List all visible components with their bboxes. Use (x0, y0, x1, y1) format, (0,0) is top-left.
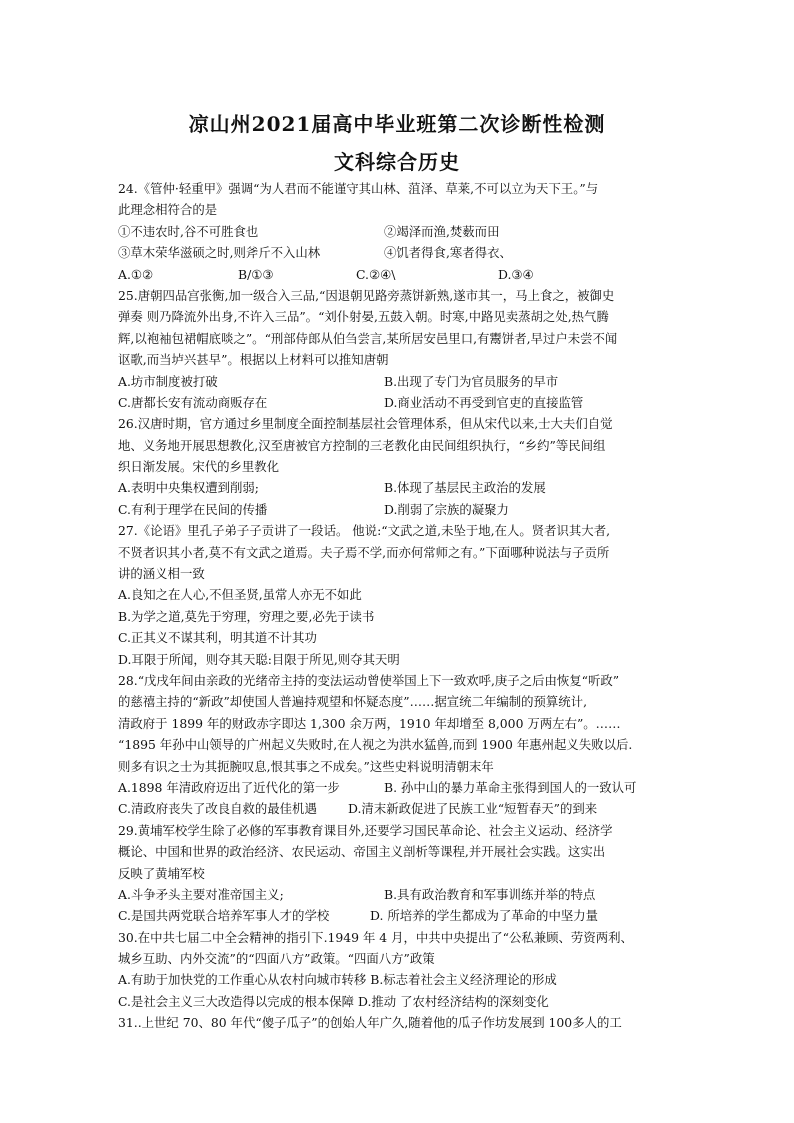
question-25 (118, 285, 678, 413)
option-b: B.具有政治教育和军事训练并举的特点 (384, 886, 596, 902)
question-stem-line: 概论、中国和世界的政治经济、农民运动、帝国主义剖析等课程,并开展社会实践。这实出 (118, 844, 606, 860)
option-a: A.良知之在人心,不但圣贤,虽常人亦无不如此 (118, 587, 362, 603)
option-a: A.斗争矛头主要对准帝国主义; (118, 886, 284, 902)
option-c: C.②④\ (356, 266, 396, 282)
page-subtitle: 文科综合历史 (334, 150, 460, 174)
question-31 (118, 1012, 678, 1033)
question-stem-line: 讲的涵义相一致 (118, 566, 205, 582)
option-b: B.为学之道,莫先于穷理，穷理之要,必先于读书 (118, 608, 375, 624)
option-row (118, 777, 678, 798)
option-row (118, 798, 678, 819)
statement-item: ①不违农时,谷不可胜食也 (118, 223, 259, 239)
option-row (118, 884, 678, 905)
question-stem-line: 清政府于 1899 年的财政赤字即达 1,300 余万两，1910 年却增至 8,000 万两左右”。…… (118, 715, 621, 731)
question-stem-line: 27.《论语》里孔子弟子子贡讲了一段话。 他说:“文武之道,未坠于地,在人。贤者识其大者, (118, 523, 611, 539)
option-a: A.表明中央集权遭到削弱; (118, 480, 259, 496)
question-stem-line: 弹奏 则乃降流外出身,不许入三品”。“刘仆射晏,五鼓入朝。时寒,中路见卖蒸胡之处,热气腾 (118, 309, 609, 325)
statement-item: ③草木荣华滋硕之时,则斧斤不入山林 (118, 245, 321, 261)
option-row (118, 371, 678, 392)
option-row (118, 905, 678, 926)
option-c: C.有利于理学在民间的传播 (118, 501, 268, 517)
question-stem-line: 城乡互助、内外交流”的“四面八方”政策。“四面八方”政策 (118, 951, 435, 967)
question-stem-line: 此理念相符合的是 (118, 202, 218, 218)
option-d: D.商业活动不再受到官吏的直接监管 (384, 394, 584, 410)
option-d: D. 所培养的学生都成为了革命的中坚力量 (370, 908, 599, 924)
question-stem-line: 30.在中共七届二中全会精神的指引下.1949 年 4 月，中共中央提出了“公私兼顾、劳资两利、 (118, 929, 633, 945)
option-c: C.正其义不谋其利，明其道不计其功 (118, 630, 317, 646)
question-stem-line: 31..上世纪 70、80 年代“傻子瓜子”的创始人年广久,随着他的瓜子作坊发展到 100多人的工 (118, 1015, 622, 1031)
question-stem-line: 28.“戊戌年间由亲政的光绪帝主持的变法运动曾使举国上下一致欢呼,庚子之后由恢复“听政” (118, 672, 620, 688)
question-stem-line: “1895 年孙中山领导的广州起义失败时,在人视之为洪水猛兽,而到 1900 年惠州起义失败以后. (118, 737, 633, 753)
statement-row (118, 242, 678, 263)
question-stem-line: 地、义务地开展思想教化,汉至唐被官方控制的三老教化由民间组织执行，“乡约”等民间组 (118, 437, 606, 453)
question-stem-line: 的慈禧主持的“新政”却使国人普遍持观望和怀疑态度”……据宣统二年编制的预算统计, (118, 694, 588, 710)
option-row (118, 392, 678, 413)
question-stem-line: 织日渐发展。宋代的乡里教化 (118, 459, 280, 475)
statement-item: ④饥者得食,寒者得衣、 (384, 245, 512, 261)
option-row-cd: C.是社会主义三大改造得以完成的根本保障 D.推动 了农村经济结构的深刻变化 (118, 993, 549, 1009)
option-c: C.清政府丧失了改良自救的最佳机遇 (118, 801, 317, 817)
question-27 (118, 520, 678, 670)
option-b: B.体现了基层民主政治的发展 (384, 480, 546, 496)
option-a: A.坊市制度被打破 (118, 373, 218, 389)
page-title: 凉山州2021届高中毕业班第二次诊断性检测 (188, 112, 606, 136)
question-26 (118, 413, 678, 520)
question-stem-line: 29.黄埔军校学生除了必修的军事教育课目外,还要学习国民革命论、社会主义运动、经济学 (118, 822, 613, 838)
question-29 (118, 820, 678, 927)
option-d: D.耳限于所闻，则夺其天聪:目限于所见,则夺其天明 (118, 651, 400, 667)
option-c: C.是国共两党联合培养军事人才的学校 (118, 908, 330, 924)
question-stem-line: 反映了黄埔军校 (118, 865, 205, 881)
question-28 (118, 670, 678, 820)
option-d: D.清末新政促进了民族工业“短暂春天”的到来 (348, 801, 598, 817)
question-stem-line: 则多有识之士为其扼腕叹息,恨其事之不成矣。”这些史料说明清朝末年 (118, 758, 494, 774)
option-a: A.1898 年清政府迈出了近代化的第一步 (118, 779, 340, 795)
option-b: B. 孙中山的暴力革命主张得到国人的一致认可 (384, 779, 637, 795)
option-a: A.①② (118, 266, 154, 282)
question-30 (118, 927, 678, 1013)
option-d: D.削弱了宗族的凝聚力 (384, 501, 509, 517)
option-row (118, 499, 678, 520)
question-24 (118, 178, 678, 285)
question-stem-line: 26.汉唐时期，官方通过乡里制度全面控制基层社会管理体系，但从宋代以来,士大夫们自觉 (118, 416, 613, 432)
question-list (118, 178, 678, 1034)
question-stem-line: 辉,以袍袖包裙帽底啖之”。“刑部侍郎从伯刍尝言,某所居安邑里口,有鬻饼者,早过户未尝不闻 (118, 330, 618, 346)
question-stem-line: 不贤者识其小者,莫不有文武之道焉。夫子焉不学,而亦何常师之有。”下面哪种说法与子贡所 (118, 544, 610, 560)
option-c: C.唐都长安有流动商贩存在 (118, 394, 268, 410)
question-stem-line: 讴歌,而当垆兴甚早”。根据以上材料可以推知唐朝 (118, 352, 389, 368)
option-b: B.出现了专门为官员服务的早市 (384, 373, 559, 389)
option-row (118, 264, 678, 285)
option-row-ab: A.有助于加快党的工作重心从农村向城市转移 B.标志着社会主义经济理论的形成 (118, 972, 557, 988)
question-stem-line: 24.《管仲·轻重甲》强调“为人君而不能谨守其山林、菹泽、草莱,不可以立为天下王。”与 (118, 181, 599, 196)
option-b: B/①③ (238, 266, 274, 282)
statement-row (118, 221, 678, 242)
question-stem-line: 25.唐朝四品宫张衡,加一级合入三品,“因退朝见路旁蒸饼新熟,遂市其一，马上食之，被御史 (118, 287, 615, 303)
option-row (118, 477, 678, 498)
option-d: D.③④ (498, 266, 534, 282)
statement-item: ②竭泽而渔,焚薮而田 (384, 223, 500, 239)
